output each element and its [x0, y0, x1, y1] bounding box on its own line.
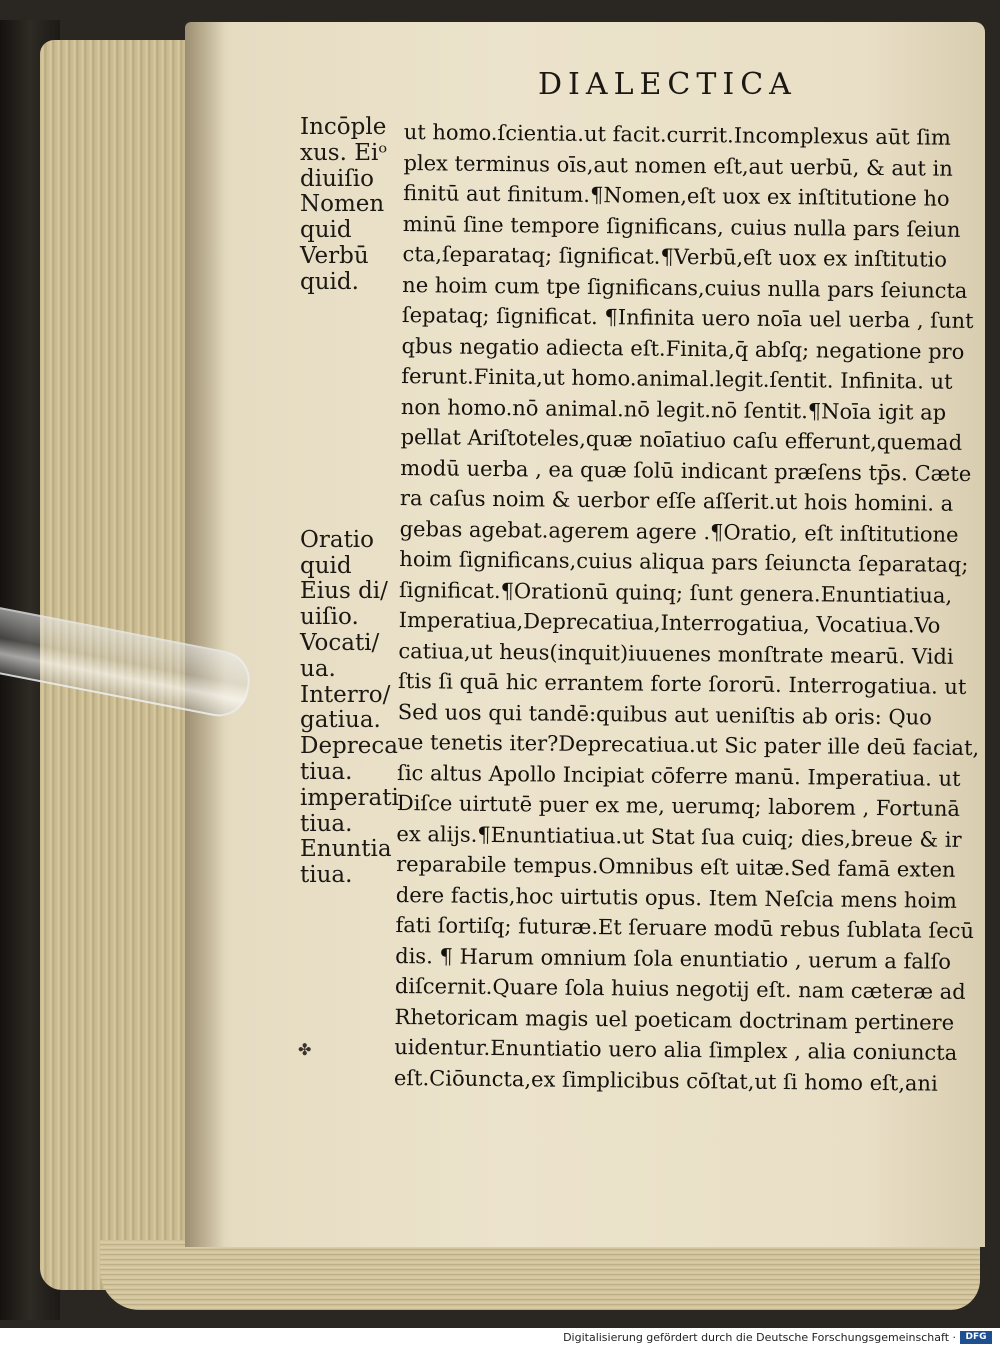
text-line: uidentur.Enuntiatio uero alia ſimplex , alia coniuncta — [394, 1034, 958, 1065]
margin-note — [300, 502, 395, 528]
margin-note: tiua. — [300, 862, 353, 889]
margin-note: Interro/ — [300, 681, 391, 708]
text-line: ue tenetis iter?Deprecatiua.ut Sic pater ille deū faciat, — [397, 729, 980, 761]
margin-note — [300, 296, 395, 322]
text-line: Imperatiua,Deprecatiua,Interrogatiua, Vocatiua.Vo — [398, 607, 941, 638]
footer-credit: Digitalisierung gefördert durch die Deutsche Forschungsgemeinschaft · — [563, 1331, 956, 1344]
margin-note: Depreca — [300, 733, 398, 760]
text-line: pellat Ariſtoteles,quæ noīatiuo caſu efferunt,quemad — [400, 424, 963, 455]
text-line: ferunt.Finita,ut homo.animal.legit.ſentit. Infinita. ut — [401, 363, 953, 394]
text-line: Sed uos qui tandē:quibus aut ueniſtis ab oris: Quo — [397, 699, 933, 730]
text-line: modū uerba , ea quæ ſolū indicant præſens tp̄s. Cæte — [400, 455, 972, 486]
margin-note — [300, 425, 395, 451]
text-line: dere factis,hoc uirtutis opus. Item Neſcia mens hoim — [395, 882, 957, 913]
text-line: Diſce uirtutē puer ex me, uerumq; laborem , Fortunā — [396, 790, 961, 821]
text-line: ſtis ſi quā hic errantem forte ſororū. Interrogatiua. ut — [397, 668, 967, 699]
margin-note — [300, 373, 395, 399]
margin-note: diuiſio — [300, 165, 374, 192]
margin-note: Verbū — [300, 242, 369, 269]
margin-note: uiſio. — [300, 604, 359, 631]
text-line: eſt.Ciōuncta,ex ſimplicibus cōſtat,ut ſi homo eſt,ani — [393, 1065, 938, 1096]
text-line: dis. ¶ Harum omnium ſola enuntiatio , uerum a falſo — [395, 943, 952, 974]
margin-note: Nomen — [300, 191, 385, 218]
margin-note: tiua. — [300, 810, 353, 837]
text-line: ſic altus Apollo Incipiat cōferre manū. Imperatiua. ut — [397, 760, 961, 791]
text-line: ex alijs.¶Enuntiatiua.ut Stat ſua cuiq; dies,breue & ir — [396, 821, 962, 852]
margin-note: ua. — [300, 655, 336, 682]
main-text — [393, 117, 980, 1099]
text-line: minū ſine tempore ſignificans, cuius nulla pars ſeiun — [402, 211, 961, 242]
margin-note: quid — [300, 217, 352, 244]
margin-notes — [300, 114, 399, 889]
text-line: catiua,ut heus(inquit)iuuenes monſtrate mearū. Vidi — [398, 638, 954, 669]
margin-note — [300, 321, 395, 347]
text-line: ſepataq; ſignificat. ¶Infinita uero noīa uel uerba , ſunt — [401, 302, 974, 333]
margin-note: tiua. — [300, 758, 353, 785]
text-line: ut homo.ſcientia.ut facit.currit.Incomplexus aūt ſim — [403, 119, 951, 150]
margin-note: quid. — [300, 268, 359, 295]
text-line: gebas agebat.agerem agere .¶Oratio, eſt inſtitutione — [399, 516, 959, 547]
dfg-logo: DFG — [960, 1331, 992, 1344]
running-head: DIALECTICA — [538, 67, 797, 102]
margin-note — [300, 450, 395, 476]
text-line: ne hoim cum tpe ſignificans,cuius nulla pars ſeiuncta — [402, 272, 968, 303]
margin-note: Incōple — [300, 114, 387, 140]
text-line: Rhetoricam magis uel poeticam doctrinam pertinere — [394, 1004, 955, 1035]
margin-note — [300, 347, 395, 373]
text-line: non homo.nō animal.nō legit.nō ſentit.¶Noīa igit ap — [400, 394, 947, 425]
text-line: qbus negatio adiecta eſt.Finita,q̄ abſq; negatione pro — [401, 333, 965, 364]
margin-note: quid — [300, 552, 352, 579]
ornament-icon: ✤ — [298, 1040, 312, 1059]
text-line: reparabile tempus.Omnibus eſt uitæ.Sed famā exten — [396, 851, 956, 882]
text-line: finitū aut finitum.¶Nomen,eſt uox ex inſtitutione ho — [403, 180, 950, 211]
margin-note: xus. Eiᵒ — [300, 139, 388, 166]
page-bottom-edges — [100, 1240, 980, 1310]
margin-note: Eius di/ — [300, 578, 388, 605]
text-line: ra caſus noim & uerbor eſſe aſſerit.ut hois homini. a — [399, 485, 954, 516]
margin-note: imperati — [300, 784, 399, 811]
margin-note: Oratio — [300, 526, 375, 553]
text-line: ſignificat.¶Orationū quinq; ſunt genera.Enuntiatiua, — [398, 577, 953, 608]
text-line: plex terminus oīs,aut nomen eſt,aut uerbū, & aut in — [403, 150, 953, 181]
text-line: cta,ſeparataq; ſignificat.¶Verbū,eſt uox ex inſtitutio — [402, 241, 948, 272]
margin-note: Vocati/ — [300, 629, 380, 656]
footer-bar — [0, 1328, 1000, 1348]
text-line: hoim ſignificans,cuius aliqua pars ſeiuncta ſeparataq; — [399, 546, 969, 577]
margin-note — [300, 476, 395, 502]
margin-note — [300, 399, 395, 425]
margin-note: Enuntia — [300, 836, 392, 863]
text-line: diſcernit.Quare ſola huius negotij eſt. nam cæteræ ad — [394, 973, 966, 1004]
margin-note: gatiua. — [300, 707, 381, 734]
text-line: fati ſortiſq; futuræ.Et ſeruare modū rebus ſublata ſecū — [395, 912, 975, 944]
gutter-shadow — [185, 22, 225, 1247]
